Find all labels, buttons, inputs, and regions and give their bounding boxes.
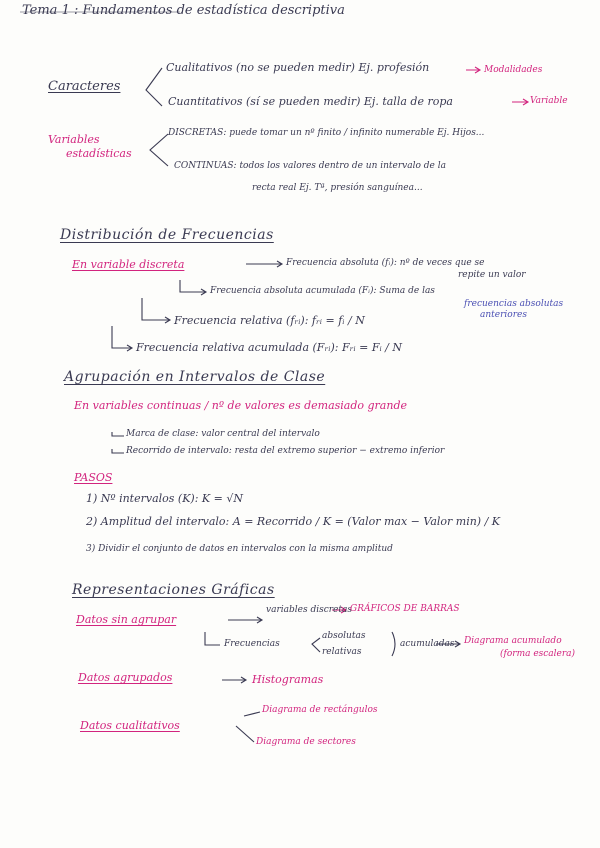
variables-label-1: Variables [48, 133, 100, 146]
variables-label-2: estadísticas [66, 147, 132, 160]
caracteres-label: Caracteres [48, 79, 121, 94]
agrupados-label: Datos agrupados [78, 671, 173, 684]
en-continuas-text: En variables continuas / nº de valores es demasiado grande [74, 399, 407, 412]
acumuladas-text: acumuladas [400, 639, 455, 649]
frec-rel-acum-text: Frecuencia relativa acumulada (Fᵣᵢ): Fᵣᵢ = Fᵢ / N [136, 341, 403, 354]
arrow-sin-agrupar [228, 617, 262, 623]
absolutas-text: absolutas [322, 631, 366, 641]
continuas-text-2: recta real Ej. Tª, presión sanguínea... [252, 183, 423, 193]
arrow-rel [142, 298, 170, 323]
cualitativos-text: Cualitativos (no se pueden medir) Ej. profesión [166, 61, 430, 74]
arrow-agrupados [222, 677, 246, 683]
variables-brace [150, 134, 168, 166]
frec-rel-text: Frecuencia relativa (fᵣᵢ): fᵣᵢ = fᵢ / N [174, 314, 365, 327]
frec-abs-acum-text-3: anteriores [480, 310, 527, 320]
frec-abs-text-2: repite un valor [458, 270, 526, 280]
frec-brace [312, 638, 320, 652]
cualitativos-label: Datos cualitativos [80, 719, 180, 732]
arrow-frecuencias [205, 632, 220, 645]
en-discreta-text: En variable discreta [72, 258, 185, 271]
marca-clase-text: Marca de clase: valor central del intervalo [126, 429, 320, 439]
diagrama-acum-text: Diagrama acumulado [464, 636, 562, 646]
discretas-text: DISCRETAS: puede tomar un nº finito / infinito numerable Ej. Hijos... [168, 128, 485, 138]
continuas-text-1: CONTINUAS: todos los valores dentro de un intervalo de la [174, 161, 446, 171]
pasos-label: PASOS [74, 471, 113, 484]
page-title: Tema 1 : Fundamentos de estadística descriptiva [22, 3, 345, 18]
arrow-recorrido [112, 449, 124, 453]
paso-1-text: 1) Nº intervalos (K): K = √N [86, 492, 243, 505]
acum-brace [392, 632, 395, 656]
relativas-text: relativas [322, 647, 362, 657]
sectores-text: Diagrama de sectores [256, 737, 356, 747]
paso-2-text: 2) Amplitud del intervalo: A = Recorrido / K = (Valor max − Valor min) / K [86, 515, 501, 528]
frecuencias-text: Frecuencias [224, 639, 280, 649]
rectangulos-text: Diagrama de rectángulos [262, 705, 378, 715]
forma-escalera-text: (forma escalera) [500, 649, 576, 659]
histogramas-text: Histogramas [252, 673, 324, 686]
var-discretas-text: variables discretas [266, 605, 352, 615]
cuantitativos-text: Cuantitativos (sí se pueden medir) Ej. talla de ropa [168, 95, 453, 108]
arrow-abs-acum [180, 280, 206, 295]
variable-text: Variable [530, 96, 568, 106]
representaciones-heading: Representaciones Gráficas [72, 582, 275, 598]
arrow-abs [246, 261, 282, 267]
caracteres-brace [146, 68, 162, 106]
agrupacion-heading: Agrupación en Intervalos de Clase [64, 369, 326, 385]
paso-3-text: 3) Dividir el conjunto de datos en intervalos con la misma amplitud [86, 544, 393, 554]
frec-abs-acum-text: Frecuencia absoluta acumulada (Fᵢ): Suma de las [210, 286, 435, 296]
frec-abs-text: Frecuencia absoluta (fᵢ): nº de veces que se [286, 258, 485, 268]
modalidades-text: Modalidades [484, 65, 543, 75]
recorrido-text: Recorrido de intervalo: resta del extremo superior − extremo inferior [126, 446, 445, 456]
sin-agrupar-label: Datos sin agrupar [76, 613, 177, 626]
arrow-rel-acum [112, 326, 132, 351]
graficos-barras-text: GRÁFICOS DE BARRAS [350, 604, 460, 614]
distribucion-heading: Distribución de Frecuencias [60, 227, 274, 243]
frec-abs-acum-text-2: frecuencias absolutas [464, 299, 564, 309]
arrow-modalidades [466, 67, 480, 73]
arrow-marca [112, 432, 124, 436]
arrow-variable [512, 99, 528, 105]
